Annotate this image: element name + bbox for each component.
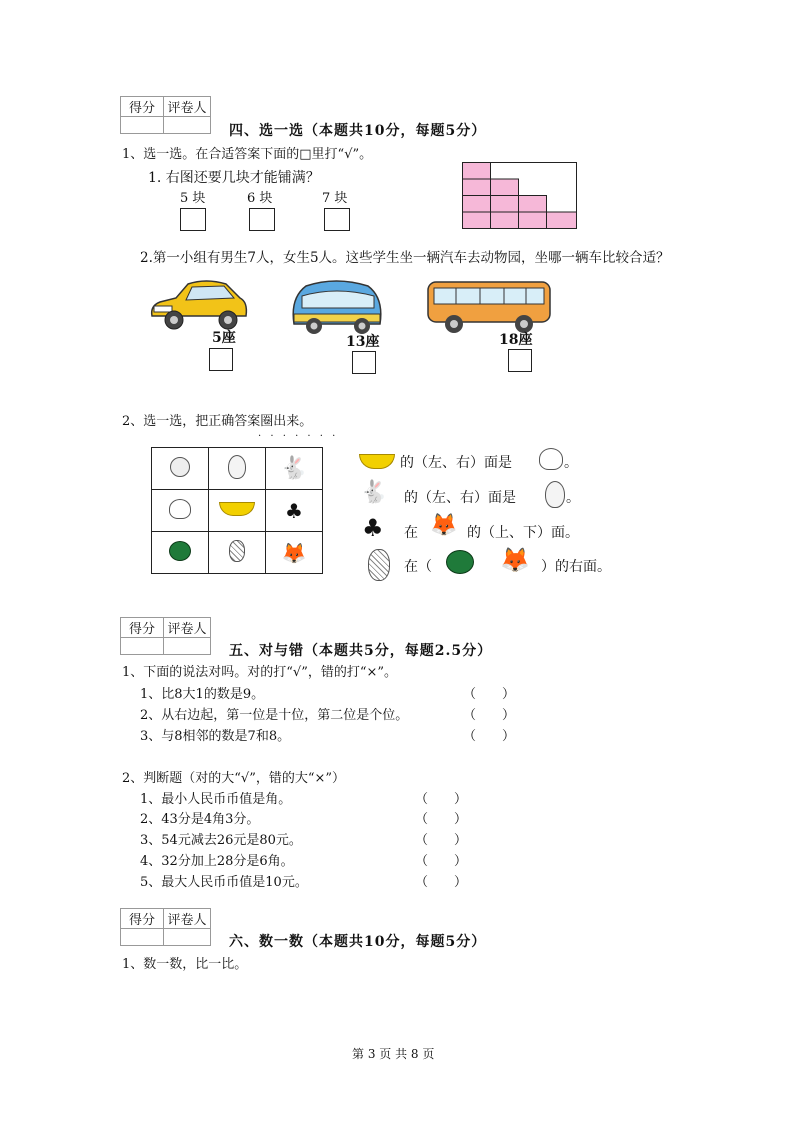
s6-q1-prompt: 1、数一数，比一比。: [122, 957, 248, 972]
s5-q2-item-1: 1、最小人民币币值是角。: [140, 792, 292, 807]
peach-icon: [169, 499, 191, 519]
option-label-7: 7 块: [322, 191, 348, 206]
answer-paren[interactable]: （ ）: [463, 729, 516, 744]
section-5-title: 五、对与错（本题共5分，每题2.5分）: [229, 643, 493, 659]
q1-sub1-text: 1. 右图还要几块才能铺满？: [148, 170, 320, 186]
vehicle-label-minibus: 13座: [346, 334, 380, 350]
answer-paren[interactable]: （ ）: [463, 687, 516, 702]
grader-cell[interactable]: [164, 117, 211, 134]
score-cell[interactable]: [121, 117, 164, 134]
tile-staircase-figure: [462, 162, 578, 230]
rabbit-icon: 🐇: [280, 456, 308, 481]
pear-icon: [228, 455, 246, 479]
score-label: 得分: [121, 97, 164, 117]
grid-cell: [266, 448, 323, 490]
statement-4-text: 在（: [404, 559, 432, 575]
watermelon-icon: [446, 550, 474, 574]
statement-1-text: 的（左、右）面是: [400, 455, 512, 471]
section-6-title: 六、数一数（本题共10分，每题5分）: [229, 934, 487, 950]
vehicle-box-minibus[interactable]: [352, 351, 376, 374]
q2-prompt: 2、选一选，把正确答案圈出来。: [122, 414, 313, 429]
option-label-6: 6 块: [247, 191, 273, 206]
section-4-title: 四、选一选（本题共10分，每题5分）: [229, 123, 487, 139]
fox-icon: 🦊: [281, 540, 307, 565]
vehicle-box-bus[interactable]: [508, 349, 532, 372]
fox-icon: 🦊: [430, 513, 458, 538]
statement-2-text: 的（左、右）面是: [404, 490, 516, 506]
score-cell[interactable]: [121, 638, 164, 655]
statement-3-end: 的（上、下）面。: [467, 525, 579, 541]
answer-box-7[interactable]: [324, 208, 350, 231]
s5-q1-item-1: 1、比8大1的数是9。: [140, 687, 265, 702]
grid-cell: [152, 532, 209, 574]
vehicle-label-car: 5座: [212, 330, 236, 346]
grader-label: 评卷人: [164, 618, 211, 638]
car-icon: [146, 276, 250, 334]
grid-cell: [209, 490, 266, 532]
grid-cell: [152, 448, 209, 490]
mickey-icon: ♣: [362, 514, 384, 542]
s5-q2-item-2: 2、43分是4角3分。: [140, 812, 260, 827]
answer-box-5[interactable]: [180, 208, 206, 231]
s5-q2-item-3: 3、54元减去26元是80元。: [140, 833, 302, 848]
pear-icon: [545, 481, 565, 508]
score-label: 得分: [121, 618, 164, 638]
answer-paren[interactable]: （ ）: [415, 833, 468, 848]
minibus-icon: [288, 278, 386, 336]
s5-q2-prompt: 2、判断题（对的大“√”，错的大“×”）: [122, 771, 346, 786]
s5-q2-item-4: 4、32分加上28分是6角。: [140, 854, 294, 869]
statement-2-end: 。: [566, 490, 580, 506]
grader-label: 评卷人: [164, 909, 211, 929]
dot-row: . . . . . . .: [258, 428, 339, 439]
score-box-6: [120, 908, 211, 946]
rabbit-icon: 🐇: [360, 480, 388, 505]
fox-icon: 🦊: [500, 546, 530, 574]
answer-paren[interactable]: （ ）: [463, 708, 516, 723]
answer-box-6[interactable]: [249, 208, 275, 231]
statement-3-text: 在: [404, 525, 418, 541]
score-box-4: [120, 96, 211, 134]
apple-icon: [170, 457, 190, 477]
banana-icon: [359, 454, 395, 469]
pineapple-icon: [229, 540, 245, 562]
grader-cell[interactable]: [164, 638, 211, 655]
option-label-5: 5 块: [180, 191, 206, 206]
s5-q1-prompt: 1、下面的说法对吗。对的打“√”，错的打“×”。: [122, 665, 398, 680]
q1-prompt: 1、选一选。在合适答案下面的□里打“√”。: [122, 147, 373, 162]
pineapple-icon: [368, 549, 390, 581]
peach-icon: [539, 448, 563, 470]
statement-1-end: 。: [564, 455, 578, 471]
s5-q1-item-3: 3、与8相邻的数是7和8。: [140, 729, 291, 744]
q1-sub2-text: 2.第一小组有男生7人，女生5人。这些学生坐一辆汽车去动物园，坐哪一辆车比较合适？: [140, 250, 670, 266]
position-grid: [151, 447, 323, 574]
statement-4-end: ）的右面。: [541, 559, 611, 575]
page-footer: 第 3 页 共 8 页: [352, 1047, 435, 1061]
grid-cell: [152, 490, 209, 532]
answer-paren[interactable]: （ ）: [415, 854, 468, 869]
score-box-5: [120, 617, 211, 655]
banana-icon: [219, 502, 255, 516]
score-cell[interactable]: [121, 929, 164, 946]
grid-cell: [209, 448, 266, 490]
mickey-icon: ♣: [285, 498, 303, 523]
answer-paren[interactable]: （ ）: [415, 875, 468, 890]
grid-cell: [266, 532, 323, 574]
vehicle-box-car[interactable]: [209, 348, 233, 371]
s5-q1-item-2: 2、从右边起，第一位是十位，第二位是个位。: [140, 708, 409, 723]
watermelon-icon: [169, 541, 191, 561]
bus-icon: [424, 278, 554, 336]
score-label: 得分: [121, 909, 164, 929]
grid-cell: [266, 490, 323, 532]
grader-cell[interactable]: [164, 929, 211, 946]
vehicle-label-bus: 18座: [499, 332, 533, 348]
s5-q2-item-5: 5、最大人民币币值是10元。: [140, 875, 308, 890]
answer-paren[interactable]: （ ）: [415, 792, 468, 807]
answer-paren[interactable]: （ ）: [415, 812, 468, 827]
grid-cell: [209, 532, 266, 574]
grader-label: 评卷人: [164, 97, 211, 117]
